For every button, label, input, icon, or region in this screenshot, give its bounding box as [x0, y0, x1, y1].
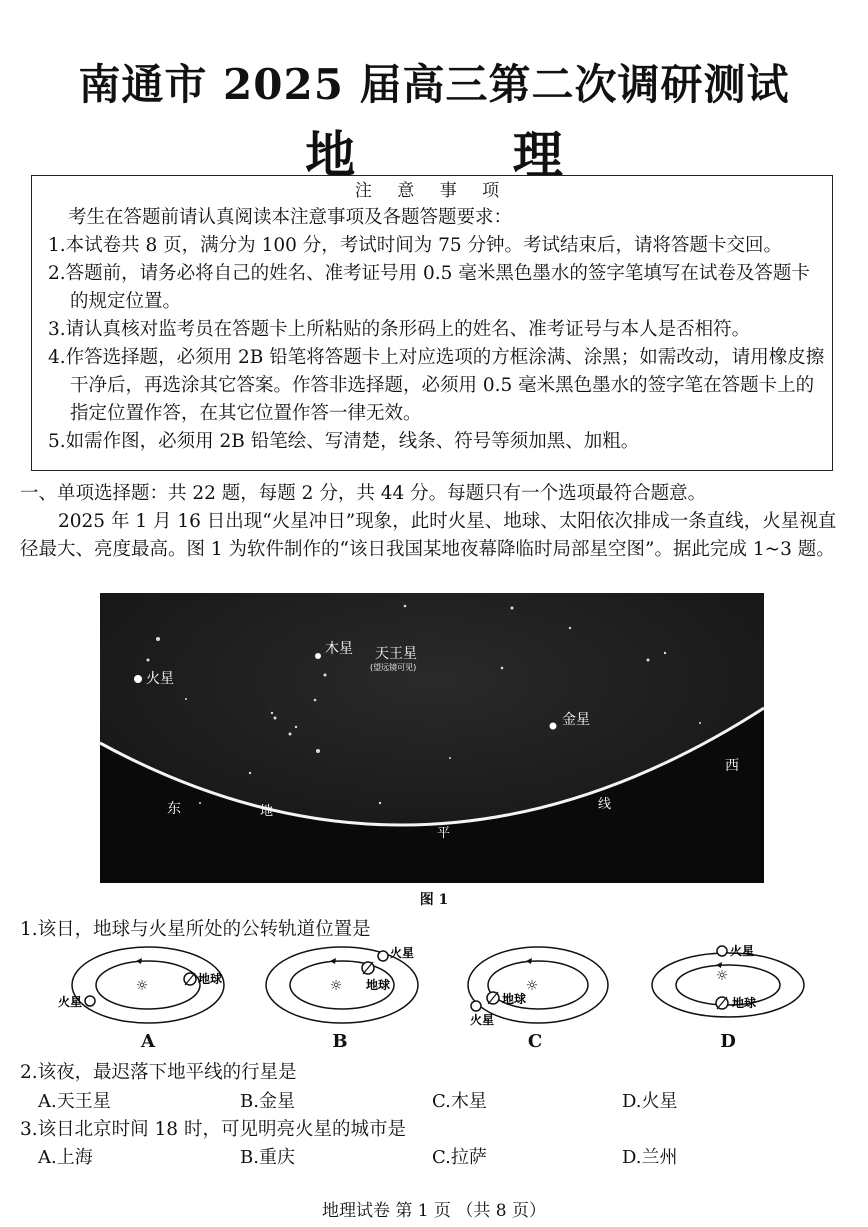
question-3-stem: 3.该日北京时间 18 时，可见明亮火星的城市是 [20, 1119, 406, 1140]
section-heading: 一、单项选择题：共 22 题，每题 2 分，共 44 分。每题只有一个选项最符合题意。 [20, 483, 707, 504]
option-letter-b: B [332, 1031, 348, 1052]
sun-icon: ☼ [715, 968, 729, 984]
notice-box [31, 175, 833, 471]
option-d[interactable]: D.兰州 [622, 1147, 678, 1168]
option-b[interactable]: B.重庆 [240, 1147, 295, 1168]
mars-label: 火星 [146, 671, 174, 687]
uranus-note: (望远镜可见) [370, 663, 417, 672]
subject-title: 地 理 [305, 125, 633, 184]
option-letter-a: A [141, 1031, 155, 1052]
horizon-char-xian: 线 [598, 797, 612, 812]
passage: 2025 年 1 月 16 日出现“火星冲日”现象，此时火星、地球、太阳依次排成一条直线，火星视直径最大、亮度最高。图 1 为软件制作的“该日我国某地夜幕降临时局部星空图”。据此完成 1~3 题。 [20, 511, 837, 560]
earth-label: 地球 [198, 972, 223, 986]
jupiter-label: 木星 [325, 641, 353, 657]
venus-label: 金星 [562, 712, 590, 728]
mars-label: 火星 [58, 995, 83, 1009]
option-letter-d: D [720, 1031, 736, 1052]
question-2-stem: 2.该夜，最迟落下地平线的行星是 [20, 1062, 297, 1083]
earth-label: 地球 [502, 992, 527, 1006]
option-d[interactable]: D.火星 [622, 1091, 678, 1112]
notice-item: 1.本试卷共 8 页，满分为 100 分，考试时间为 75 分钟。考试结束后，请将答题卡交回。 [48, 235, 783, 256]
earth-label: 地球 [732, 996, 757, 1010]
notice-item: 3.请认真核对监考员在答题卡上所粘贴的条形码上的姓名、准考证号与本人是否相符。 [48, 319, 751, 340]
horizon-char-di: 地 [260, 804, 274, 819]
figure-caption: 图 1 [419, 892, 449, 908]
orbit-diagram-d [648, 943, 808, 1028]
notice-item: 2.答题前，请务必将自己的姓名、准考证号用 0.5 毫米黑色墨水的签字笔填写在试卷及答题卡的规定位置。 [48, 263, 810, 312]
option-b[interactable]: B.金星 [240, 1091, 295, 1112]
option-letter-c: C [527, 1031, 543, 1052]
notice-item: 4.作答选择题，必须用 2B 铅笔将答题卡上对应选项的方框涂满、涂黑；如需改动，请用橡皮擦干净后，再选涂其它答案。作答非选择题，必须用 0.5 毫米黑色墨水的签字笔在答题卡上的指定位置作答，在其它位置作答一律无效。 [48, 347, 825, 424]
option-c[interactable]: C.木星 [432, 1091, 487, 1112]
mars-label: 火星 [470, 1013, 495, 1027]
orbit-diagram-a [58, 943, 228, 1028]
east-label: 东 [167, 801, 181, 817]
earth-label: 地球 [366, 978, 391, 992]
option-c[interactable]: C.拉萨 [432, 1147, 487, 1168]
notice-intro: 考生在答题前请认真阅读本注意事项及各题答题要求： [68, 207, 513, 228]
uranus-label: 天王星 [375, 646, 417, 662]
question-1-stem: 1.该日，地球与火星所处的公转轨道位置是 [20, 919, 371, 940]
mars-label: 火星 [730, 944, 755, 958]
horizon-char-ping: 平 [437, 826, 451, 841]
sun-icon: ☼ [329, 978, 343, 994]
west-label: 西 [725, 758, 739, 774]
page-footer: 地理试卷 第 1 页 （共 8 页） [321, 1201, 547, 1221]
notice-heading: 注 意 事 项 [354, 181, 510, 201]
sun-icon: ☼ [135, 978, 149, 994]
sun-icon: ☼ [525, 978, 539, 994]
mars-label: 火星 [390, 946, 415, 960]
option-a[interactable]: A.上海 [38, 1147, 93, 1168]
orbit-diagram-c [458, 943, 618, 1028]
orbit-diagram-b [262, 943, 422, 1028]
option-a[interactable]: A.天王星 [38, 1091, 111, 1112]
notice-item: 5.如需作图，必须用 2B 铅笔绘、写清楚，线条、符号等须加黑、加粗。 [48, 431, 640, 452]
star-map-figure [100, 593, 764, 883]
exam-title: 南通市 2025 届高三第二次调研测试 [78, 60, 790, 109]
